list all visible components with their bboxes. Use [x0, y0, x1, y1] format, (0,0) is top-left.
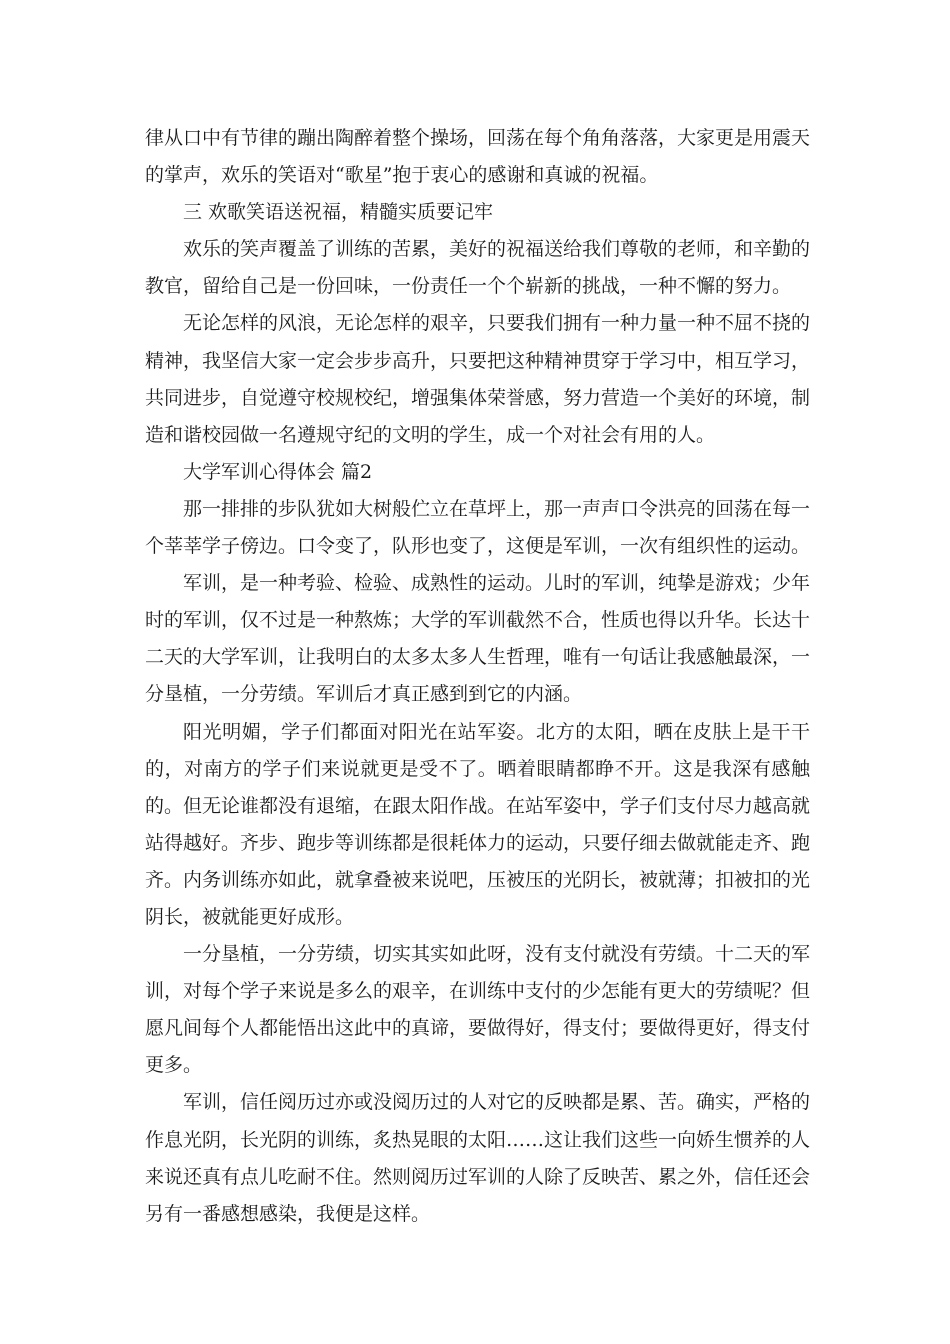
article-title-part-2: 大学军训心得体会 篇2	[183, 460, 373, 483]
section-heading-3: 三 欢歌笑语送祝福，精髓实质要记牢	[183, 201, 494, 224]
paragraph-continued: 律从口中有节律的蹦出陶醉着整个操场，回荡在每个角角落落，大家更是用震天的掌声，欢乐的笑语对“歌星”抱于衷心的感谢和真诚的祝福。	[145, 127, 811, 187]
paragraph: 阳光明媚，学子们都面对阳光在站军姿。北方的太阳，晒在皮肤上是干干的，对南方的学子们来说就更是受不了。晒着眼睛都睁不开。这是我深有感触的。但无论谁都没有退缩，在跟太阳作战。在站军姿中，学子们支付尽力越高就站得越好。齐步、跑步等训练都是很耗体力的运动，只要仔细去做就能走齐、跑齐。内务训练亦如此，就拿叠被来说吧，压被压的光阴长，被就薄；扣被扣的光阴长，被就能更好成形。	[145, 720, 811, 928]
paragraph: 军训，信任阅历过亦或没阅历过的人对它的反映都是累、苦。确实，严格的作息光阴，长光阴的训练，炙热晃眼的太阳……这让我们这些一向娇生惯养的人来说还真有点儿吃耐不住。然则阅历过军训的人除了反映苦、累之外，信任还会另有一番感想感染，我便是这样。	[145, 1091, 811, 1225]
document-body	[145, 120, 810, 1233]
paragraph: 一分垦植，一分劳绩，切实其实如此呀，没有支付就没有劳绩。十二天的军训，对每个学子来说是多么的艰辛，在训练中支付的少怎能有更大的劳绩呢？但愿凡间每个人都能悟出这此中的真谛，要做得好，得支付；要做得更好，得支付更多。	[145, 943, 811, 1077]
paragraph: 那一排排的步队犹如大树般伫立在草坪上，那一声声口令洪亮的回荡在每一个莘莘学子傍边。口令变了，队形也变了，这便是军训，一次有组织性的运动。	[145, 497, 811, 558]
paragraph: 军训，是一种考验、检验、成熟性的运动。儿时的军训，纯挚是游戏；少年时的军训，仅不过是一种熬炼；大学的军训截然不合，性质也得以升华。长达十二天的大学军训，让我明白的太多太多人生哲理，唯有一句话让我感触最深，一分垦植，一分劳绩。军训后才真正感到到它的内涵。	[145, 572, 811, 706]
paragraph: 无论怎样的风浪，无论怎样的艰辛，只要我们拥有一种力量一种不屈不挠的精神，我坚信大家一定会步步高升，只要把这种精神贯穿于学习中，相互学习，共同进步，自觉遵守校规校纪，增强集体荣誉感，努力营造一个美好的环境，制造和谐校园做一名遵规守纪的文明的学生，成一个对社会有用的人。	[145, 312, 811, 446]
paragraph: 欢乐的笑声覆盖了训练的苦累，美好的祝福送给我们尊敬的老师，和辛勤的教官，留给自己是一份回味，一份责任一个个崭新的挑战，一种不懈的努力。	[145, 238, 811, 298]
